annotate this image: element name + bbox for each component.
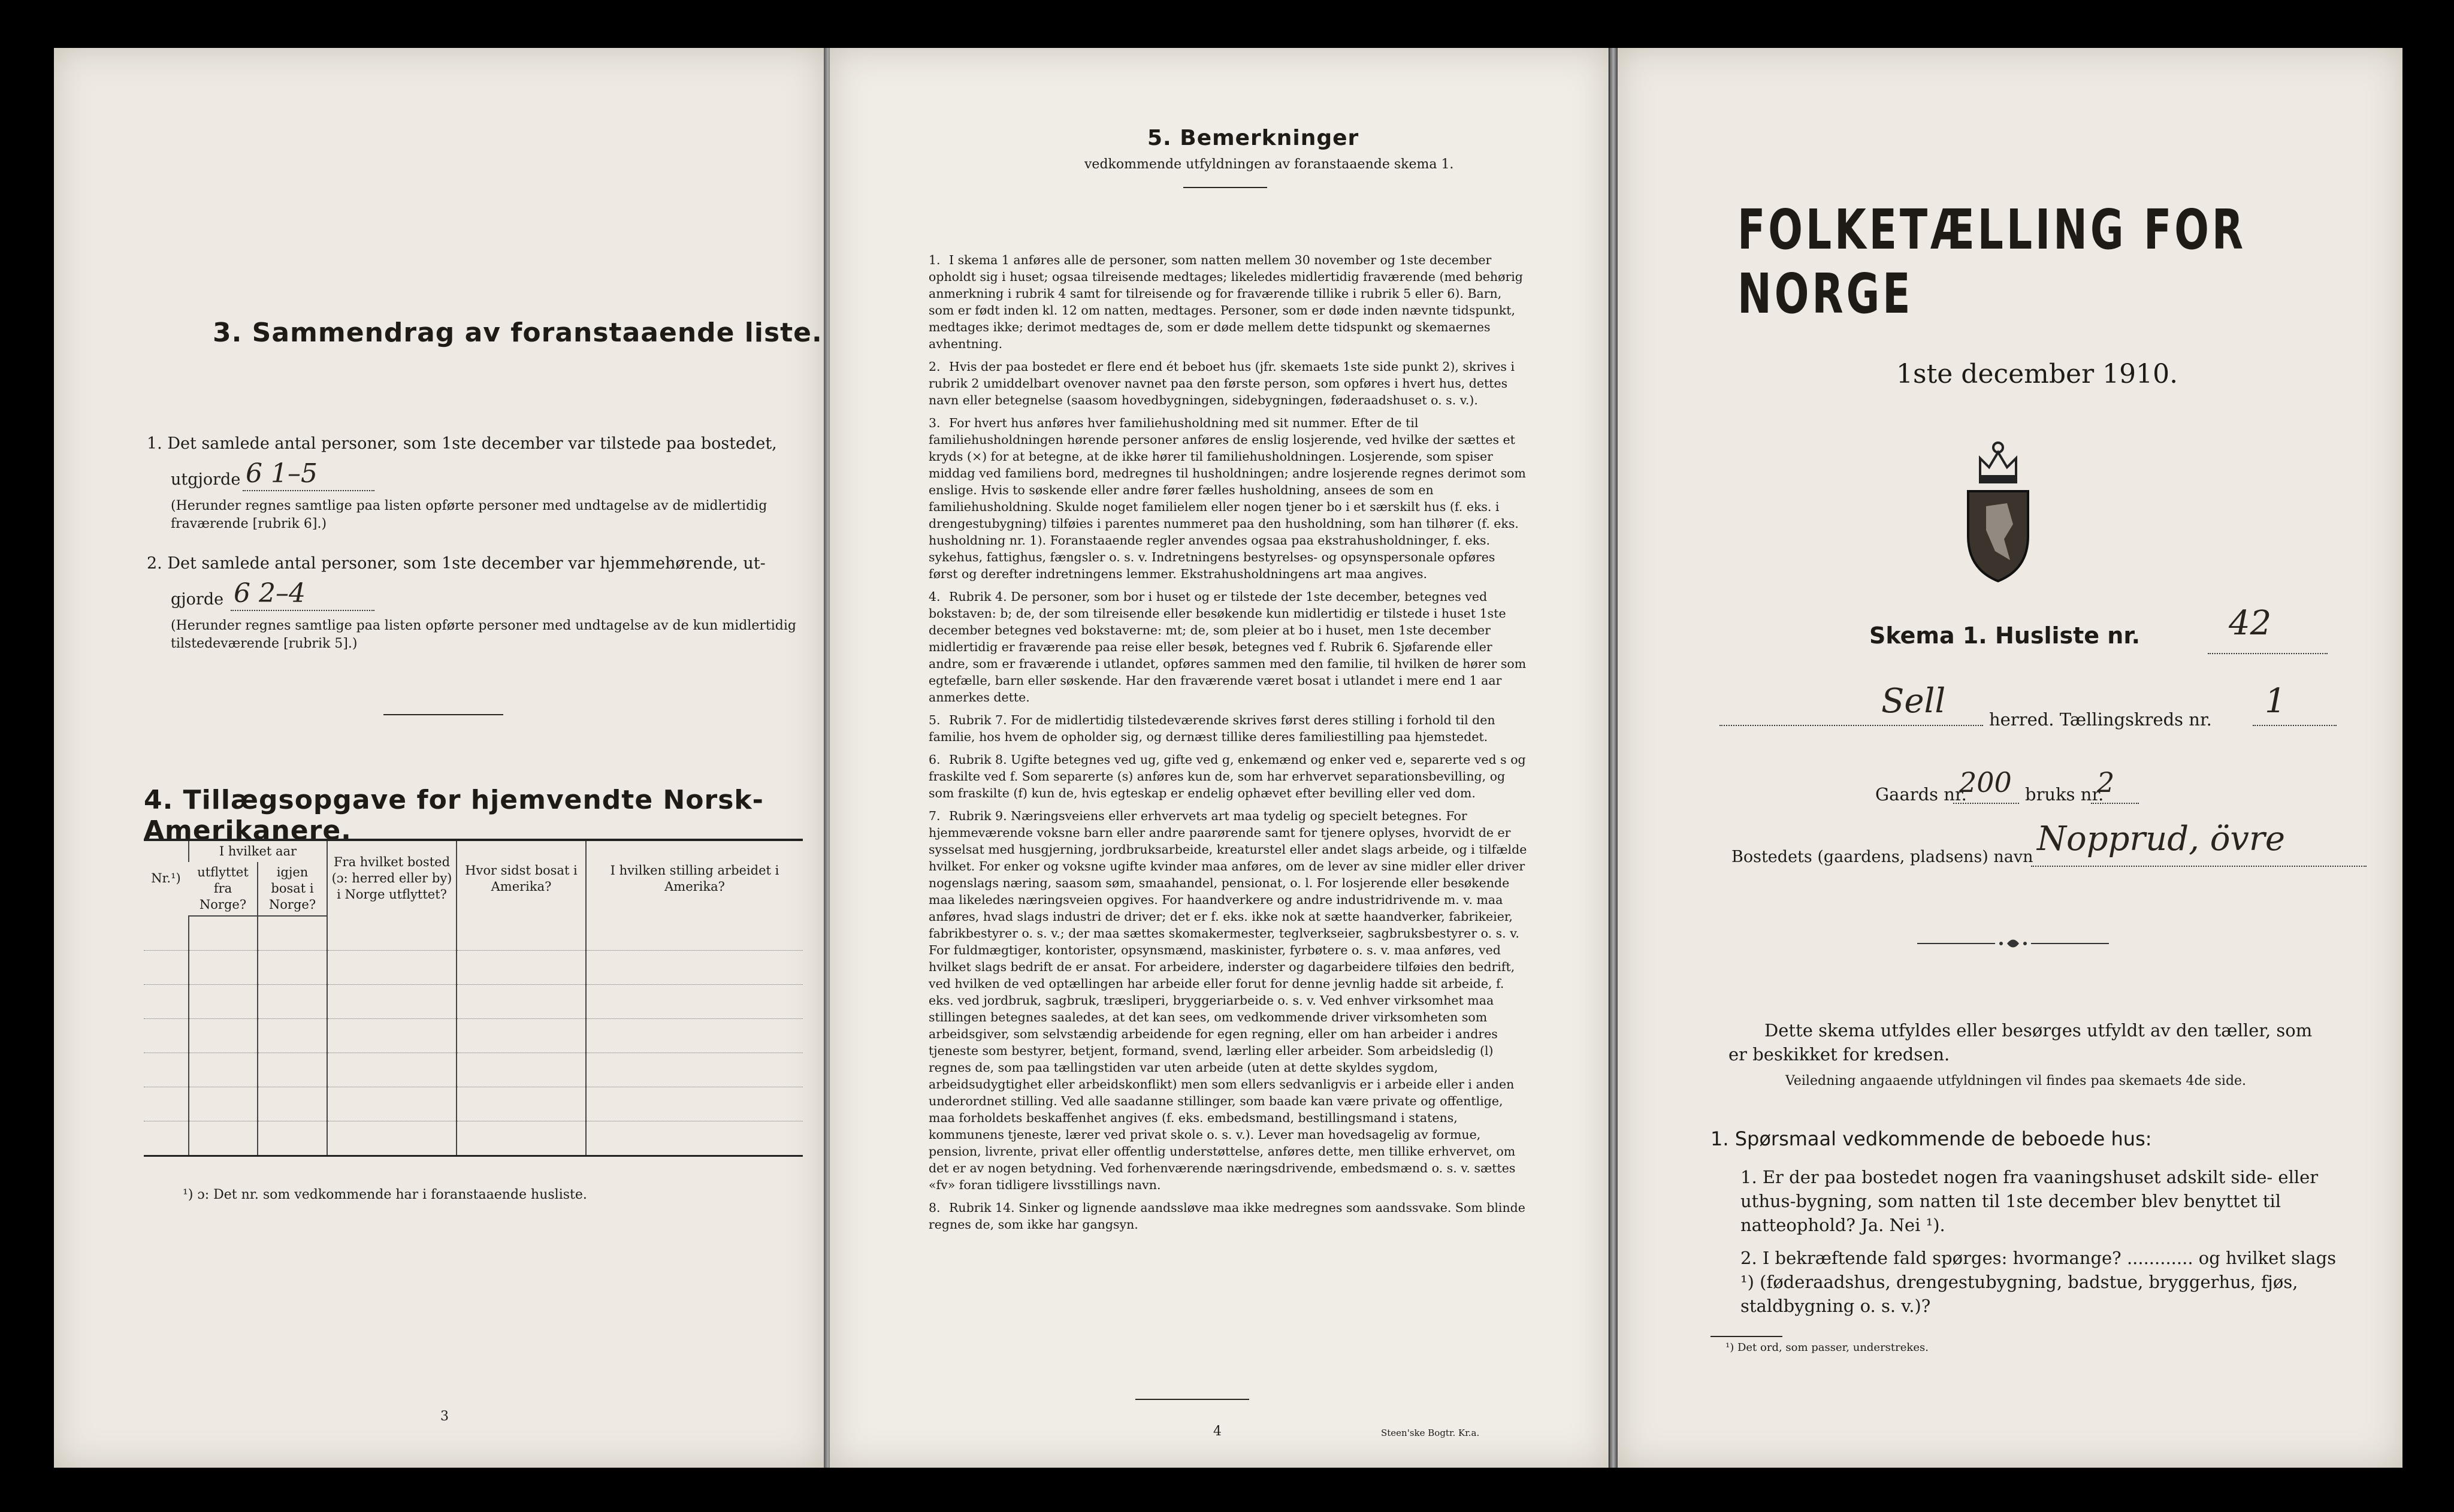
middle-page [830,48,1609,1468]
remark-item [929,415,1528,582]
remark-number: 5. [929,713,941,727]
gaards-field-line [1953,803,2019,804]
section4-title: 4. Tillægsopgave for hjemvendte Norsk-Amerikanere. [144,785,764,846]
remark-number: 3. [929,416,941,430]
item2-note: (Herunder regnes samtlige paa listen opførte personer med undtagelse av de kun midlertidig tilstedeværende [rubrik 5].) [171,618,796,651]
remark-item [929,358,1528,409]
remark-text: Rubrik 9. Næringsveiens eller erhvervets art maa tydelig og specielt betegnes. For hjemmeværende voksne barn eller andre paarørende samt for tjenere oplyses, hvorvidt de er sysselsat med husgjerning, jordbruksarbeide, kreaturstel eller andet slags arbeide, og i tilfælde hvilket. For enker og voksne ugifte kvinder maa anføres, om de lever av sine midler eller driver nogenslags næring, saasom søm, smaahandel, pensionat, o. l. For losjerende eller besøkende maa likeledes næringsveien opgives. For haandverkere og andre industridrivende m. v. maa anføres, hvad slags industri de driver; det er f. eks. ikke nok at sætte haandverker, fabrikeier, fabrikbestyrer o. s. v.; der maa sættes skomakermester, teglverkseier, sagbruksbestyrer o. s. v. For fuldmægtiger, kontorister, opsynsmænd, maskinister, fyrbøtere o. s. v. maa anføres, ved hvilket slags bedrift de er ansat. For arbeidere, inderster og dagarbeidere tilføies den bedrift, ved hvilken de ved optællingen har arbeide eller forut for denne jevnlig hadde sit arbeide, f. eks. ved jordbruk, sagbruk, træsliperi, bryggeriarbeide o. s. v. Ved enhver virksomhet maa stillingen betegnes saaledes, at det kan sees, om vedkommende driver virksomheten som arbeidsgiver, som selvstændig arbeidende for egen regning, eller om han arbeider i andres tjeneste som bestyrer, betjent, formand, svend, lærling eller arbeider. Som arbeidsledig (l) regnes de, som paa tællingstiden var uten arbeide (uten at dette skyldes sygdom, arbeidsudygtighet eller arbeidskonflikt) men som ellers sedvanligvis er i arbeide eller i anden underordnet stilling. Ved alle saadanne stillinger, som baade kan være private og offentlige, maa forholdets beskaffenhet angives (f. eks. embedsmand, bestillingsmand i statens, kommunens tjeneste, lærer ved privat skole o. s. v.). Lever man hovedsagelig av formue, pension, livrente, privat eller offentlig understøttelse, anføres dette, men tillike erhvervet, om det er av nogen betydning. Ved forhenværende næringsdrivende, embedsmænd o. s. v. sættes «fv» foran tidligere livsstillings navn. [929,809,1527,1192]
col-group-header: I hvilket aar [189,840,327,862]
remark-text: Rubrik 8. Ugifte betegnes ved ug, gifte ved g, enkemænd og enker ved e, separerte ved s og fraskilte ved f. Som separerte (s) anføres kun de, som har erhvervet separationsbevilling, og som fraskilte (f) kun de, hvis egteskap er endelig ophævet efter bevilling eller ved dom. [929,752,1526,800]
remark-text: I skema 1 anføres alle de personer, som natten mellem 30 november og 1ste december opholdt sig i huset; ogsaa tilreisende medtages; likeledes midlertidig fraværende (med behørig anmerkning i rubrik 4 samt for tilreisende og for fraværende tillike i rubrik 5 eller 6). Barn, som er født inden kl. 12 om natten, medtages. Personer, som er døde inden nævnte tidspunkt, medtages ikke; derimot medtages de, som er døde mellem dette tidspunkt og skemaernes avhentning. [929,253,1523,351]
item1-field-line [243,490,374,491]
title-rule [1183,187,1267,188]
col-utflyttet-header: utflyttet fra Norge? [189,862,258,916]
table-row [144,1053,803,1087]
question-1: 1. Er der paa bostedet nogen fra vaaningshuset adskilt side- eller uthus-bygning, som natten til 1ste december blev benyttet til natteophold? Ja. Nei ¹). [1740,1167,2319,1235]
document-title: FOLKETÆLLING FOR NORGE [1737,198,2247,326]
page-fold [1609,48,1618,1468]
remark-item [929,712,1528,745]
table-row [144,985,803,1019]
col-fra-bosted-header: Fra hvilket bosted (ɔ: herred eller by) i Norge utflyttet? [327,840,457,916]
table-row [144,1121,803,1156]
herred-value: Sell [1881,682,1946,721]
gaards-label: Gaards nr. [1875,784,1967,805]
page-number: 4 [1213,1424,1222,1439]
bruks-label: bruks nr. [2025,784,2104,805]
item2-field-line [231,610,374,611]
gaards-nr-value: 200 [1959,766,2012,799]
remark-text: Rubrik 7. For de midlertidig tilstedeværende skrives først deres stilling i forhold til den familie, hos hvem de opholder sig, og dernæst tillike deres familiestilling paa hjemstedet. [929,713,1495,744]
husliste-field-line [2208,653,2328,654]
bosted-label: Bostedets (gaardens, pladsens) navn [1731,848,2033,866]
printer-credit: Steen'ske Bogtr. Kr.a. [1381,1428,1480,1438]
document-date: 1ste december 1910. [1896,359,2178,389]
table-footnote: ¹) ɔ: Det nr. som vedkommende har i foranstaaende husliste. [183,1187,587,1202]
table-row [144,1019,803,1053]
remarks-list [929,252,1528,1239]
ornament-divider-icon [1917,935,2109,952]
table-row [144,916,803,951]
kreds-field-line [2253,725,2337,726]
footnote-rule [1710,1336,1782,1337]
item2-label: gjorde [171,590,224,609]
remark-text: For hvert hus anføres hver familiehusholdning med sit nummer. Efter de til familiehusholdningen hørende personer anføres de enslig losjerende, ved hvilke der sættes et kryds (×) for at betegne, at de ikke hører til familiehusholdningen. Losjerende, som spiser middag ved familiens bord, medregnes til husholdningen; andre losjerende regnes derimot som enslige. Hvis to søskende eller andre fører fælles husholdning, ansees de som en familiehusholdning. Skulde noget familielem eller nogen tjener bo i et særskilt hus (f. eks. i drengestubygning) tilføies i parentes nummeret paa den husholdning, som han tilhører (f. eks. husholdning nr. 1). Foranstaaende regler anvendes ogsaa paa ekstrahusholdninger, f. eks. sykehus, fattighus, fængsler o. s. v. Indretningens bestyrelses- og opsynspersonale opføres først og derefter indretningens lemmer. Ekstrahusholdningens art maa angives. [929,416,1526,581]
col-amerika-bosted-header: Hvor sidst bosat i Amerika? [457,840,586,916]
herred-label: herred. Tællingskreds nr. [1989,709,2212,730]
remark-number: 1. [929,253,941,267]
bruks-nr-value: 2 [2097,766,2115,799]
bosted-field-line [2031,866,2367,867]
remark-number: 7. [929,809,941,823]
remark-item [929,252,1528,352]
kreds-nr-value: 1 [2265,682,2286,721]
remarks-title: 5. Bemerkninger [1147,126,1359,150]
remark-item [929,588,1528,706]
remark-number: 4. [929,589,941,604]
remark-text: Rubrik 4. De personer, som bor i huset og er tilstede der 1ste december, betegnes ved bokstaven: b; de, der som tilreisende eller besøkende kun midlertidig er tilstede i huset 1ste december betegnes ved bokstaverne: mt; de, som pleier at bo i huset, men 1ste december midlertidig er fraværende paa reise eller besøk, betegnes ved f. Rubrik 6. Sjøfarende eller andre, som er fraværende i utlandet, opføres sammen med den familie, til hvilken de hører som egtefælle, barn eller søskende. Har den fraværende været bosat i utlandet i mere end 1 aar anmerkes dette. [929,589,1527,704]
item1-line1: 1. Det samlede antal personer, som 1ste december var tilstede paa bostedet, [147,434,777,453]
remark-number: 2. [929,359,941,374]
remark-number: 8. [929,1200,941,1215]
page-number: 3 [440,1409,449,1424]
bruks-field-line [2091,803,2139,804]
item1-label: utgjorde [171,470,241,489]
item1-handwritten-value: 6 1–5 [246,458,318,489]
separator-rule [383,714,503,715]
bosted-value: Nopprud, övre [2037,819,2285,858]
remarks-subtitle: vedkommende utfyldningen av foranstaaende skema 1. [1084,157,1454,172]
right-footnote: ¹) Det ord, som passer, understrekes. [1725,1341,1929,1354]
col-stilling-header: I hvilken stilling arbeidet i Amerika? [586,840,803,916]
questions-title: 1. Spørsmaal vedkommende de beboede hus: [1710,1127,2152,1150]
table-row [144,951,803,985]
husliste-nr-value: 42 [2229,604,2272,643]
remark-text: Rubrik 14. Sinker og lignende aandssløve maa ikke medregnes som aandssvake. Som blinde regnes de, som ikke har gangsyn. [929,1200,1525,1232]
remark-item [929,1199,1528,1233]
norsk-amerikanere-table [144,839,803,1157]
question-2: 2. I bekræftende fald spørges: hvormange? ............ og hvilket slags ¹) (føderaadshus, drengestubygning, badstue, bryggerhus, fjøs, staldbygning o. s. v.)? [1740,1248,2337,1316]
col-nr-header: Nr.¹) [144,840,189,916]
instruction-text: Dette skema utfyldes eller besørges utfyldt av den tæller, som er beskikket for kredsen. [1728,1020,2313,1065]
remark-text: Hvis der paa bostedet er flere end ét beboet hus (jfr. skemaets 1ste side punkt 2), skrives i rubrik 2 umiddelbart ovenover navnet paa den første person, som opføres i hvert hus, dettes navn eller betegnelse (saasom hovedbygningen, sidebygningen, føderaadshuset o. s. v.). [929,359,1515,407]
instruction-small: Veiledning angaaende utfyldningen vil findes paa skemaets 4de side. [1785,1073,2247,1088]
col-bosat-header: igjen bosat i Norge? [258,862,327,916]
item2-handwritten-value: 6 2–4 [234,578,306,609]
right-page [1618,48,2402,1468]
herred-field-line [1719,725,1983,726]
remark-item [929,808,1528,1193]
item2-line1: 2. Det samlede antal personer, som 1ste december var hjemmehørende, ut- [147,554,766,573]
remark-item [929,751,1528,802]
remark-number: 6. [929,752,941,767]
item1-note: (Herunder regnes samtlige paa listen opførte personer med undtagelse av de midlertidig fraværende [rubrik 6].) [171,498,767,531]
coat-of-arms-icon [1962,434,2034,584]
skema-label: Skema 1. Husliste nr. [1869,622,2141,649]
section3-title: 3. Sammendrag av foranstaaende liste. [213,317,823,348]
end-rule [1135,1399,1249,1400]
table-row [144,1087,803,1121]
left-page [54,48,824,1468]
